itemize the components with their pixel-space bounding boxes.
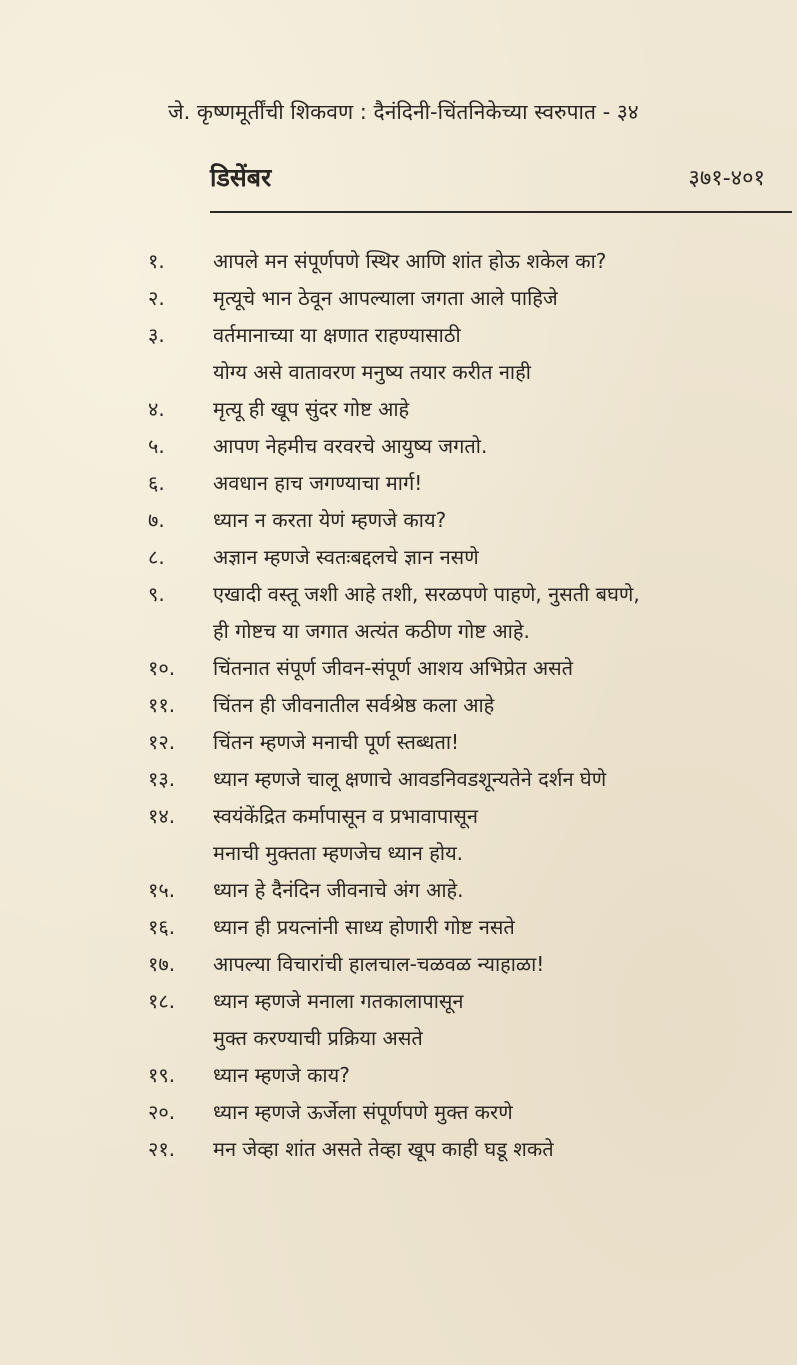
item-number: २. [148,286,165,310]
item-title [213,1057,350,1094]
item-title [213,724,459,761]
heading-rule [210,211,792,213]
item-title-line: मुक्त करण्याची प्रक्रिया असते [213,1026,423,1050]
item-number: २०. [148,1100,176,1124]
item-title-line: ध्यान न करता येणं म्हणजे काय? [213,508,447,532]
item-number: १४. [148,804,176,828]
item-title [213,243,606,280]
item-title-line: स्वयंकेंद्रित कर्मापासून व प्रभावापासून [213,804,478,828]
item-number: ७. [148,508,165,532]
item-title-line: योग्य असे वातावरण मनुष्य तयार करीत नाही [213,360,531,384]
item-title-line: आपण नेहमीच वरवरचे आयुष्य जगतो. [213,434,488,458]
item-number: ६. [148,471,165,495]
item-number: ९. [148,582,165,606]
item-title [213,280,558,317]
item-title [213,872,464,909]
item-title-line: आपल्या विचारांची हालचाल-चळवळ न्याहाळा! [213,952,545,976]
item-title [213,909,515,946]
item-title [213,761,606,798]
item-number: ८. [148,545,165,569]
item-title-line: ध्यान म्हणजे ऊर्जेला संपूर्णपणे मुक्त करणे [213,1100,513,1124]
item-title-line: अज्ञान म्हणजे स्वतःबद्दलचे ज्ञान नसणे [213,545,479,569]
item-title [213,428,487,465]
item-title-line: ही गोष्टच या जगात अत्यंत कठीण गोष्ट आहे. [213,619,530,643]
item-title [213,983,464,1057]
item-title-line: वर्तमानाच्या या क्षणात राहण्यासाठी [213,323,461,347]
item-number: १९. [148,1063,176,1087]
item-number: २१. [148,1137,176,1161]
item-number: १६. [148,915,176,939]
item-title-line: चिंतनात संपूर्ण जीवन-संपूर्ण आशय अभिप्रेत असते [213,656,574,680]
section-title: डिसेंबर [210,163,272,192]
item-title-line: मृत्यू ही खूप सुंदर गोष्ट आहे [213,397,410,421]
item-title [213,1094,513,1131]
item-title-line: चिंतन म्हणजे मनाची पूर्ण स्तब्धता! [213,730,460,754]
item-title [213,1131,554,1168]
item-title-line: अवधान हाच जगण्याचा मार्ग! [213,471,423,495]
item-title-line: आपले मन संपूर्णपणे स्थिर आणि शांत होऊ शकेल का? [213,249,607,273]
item-number: ४. [148,397,165,421]
item-title [213,946,544,983]
item-number: १०. [148,656,176,680]
item-title-line: ध्यान म्हणजे मनाला गतकालापासून [213,989,464,1013]
item-number: ५. [148,434,165,458]
item-number: १२. [148,730,176,754]
item-number: १. [148,249,165,273]
item-title-line: ध्यान ही प्रयत्नांनी साध्य होणारी गोष्ट नसते [213,915,515,939]
item-number: १५. [148,878,176,902]
item-title-line: ध्यान म्हणजे काय? [213,1063,350,1087]
item-title [213,687,494,724]
section-page-range: ३७१-४०१ [688,166,765,191]
item-title [213,465,422,502]
item-title-line: ध्यान हे दैनंदिन जीवनाचे अंग आहे. [213,878,464,902]
item-number: १३. [148,767,176,791]
item-title-line: मन जेव्हा शांत असते तेव्हा खूप काही घडू शकते [213,1137,554,1161]
running-head: जे. कृष्णमूर्तींची शिकवण : दैनंदिनी-चिंतनिकेच्या स्वरुपात - ३४ [168,100,639,124]
item-title [213,502,446,539]
item-title [213,650,573,687]
item-number: ११. [148,693,176,717]
item-title-line: मृत्यूचे भान ठेवून आपल्याला जगता आले पाहिजे [213,286,558,310]
item-title-line: चिंतन ही जीवनातील सर्वश्रेष्ठ कला आहे [213,693,495,717]
item-number: १८. [148,989,176,1013]
item-number: १७. [148,952,176,976]
item-title [213,317,531,391]
item-title [213,391,409,428]
item-title-line: एखादी वस्तू जशी आहे तशी, सरळपणे पाहणे, नुसती बघणे, [213,582,640,606]
item-number: ३. [148,323,165,347]
item-title-line: ध्यान म्हणजे चालू क्षणाचे आवडनिवडशून्यतेने दर्शन घेणे [213,767,607,791]
item-title [213,539,479,576]
section-heading-row [210,160,765,200]
item-title [213,798,478,872]
item-title [213,576,640,650]
item-title-line: मनाची मुक्तता म्हणजेच ध्यान होय. [213,841,464,865]
